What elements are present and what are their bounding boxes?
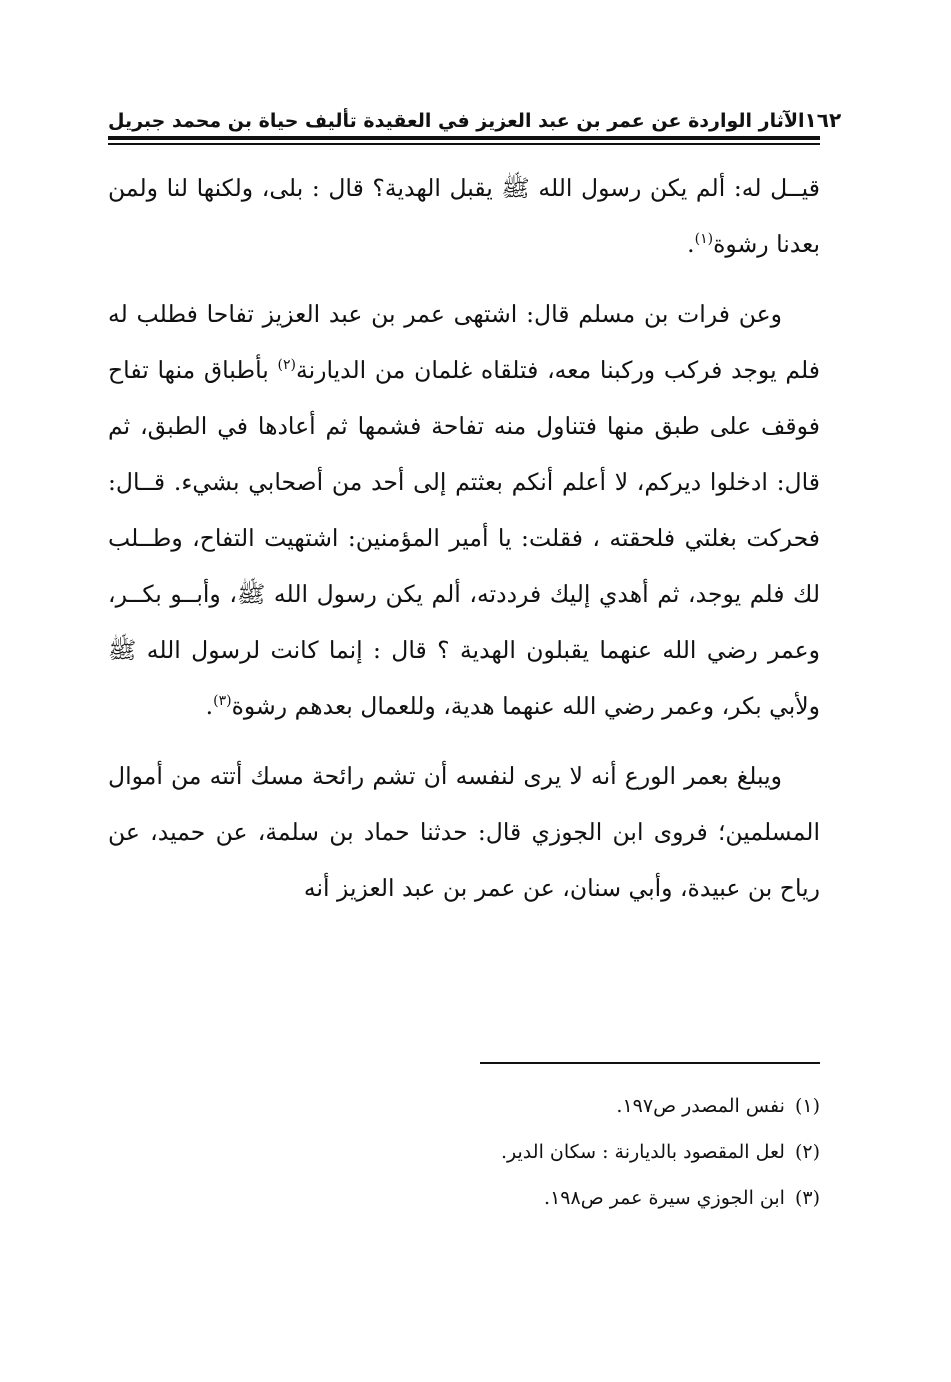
- header-rule-thin: [108, 143, 820, 145]
- footnote-2: [108, 1134, 820, 1180]
- paragraph-2-continued: بأطباق منها تفاح فوقف على طبق منها فتناول منه تفاحة فشمها ثم أعادها في الطبق، ثم قال: ادخلوا ديركم، لا أعلم أنكم بعثتم إلى أحد من أصحابي بشيء. قــال: فحركت بغلتي فلحقته ، فقلت: يا أمير المؤمنين: اشتهيت التفاح، وطــلب لك فلم يوجد، ثم أهدي إليك فرددته، ألم يكن رسول الله ﷺ، وأبــو بكــر، وعمر رضي الله عنهما يقبلون الهدية ؟ قال : إنما كانت لرسول الله ﷺ ولأبي بكر، وعمر رضي الله عنهما هدية، وللعمال بعدهم رشوة: [108, 356, 820, 720]
- footnote-number: (٣): [794, 1187, 820, 1209]
- page-header: [108, 92, 842, 132]
- paragraph-2-text: وعن فرات بن مسلم قال: اشتهى عمر بن عبد العزيز تفاحا فطلب له فلم يوجد فركب وركبنا معه، فتلقاه غلمان من الديارنة: [108, 300, 820, 384]
- footnote-1: [108, 1088, 820, 1134]
- main-text: [108, 160, 820, 930]
- footnote-ref-3: (٣): [213, 693, 232, 710]
- footnotes: [108, 1088, 820, 1226]
- footnote-text: نفس المصدر ص١٩٧.: [616, 1095, 785, 1117]
- header-rule-thick: [108, 136, 820, 140]
- footnote-separator: [480, 1062, 820, 1064]
- paragraph-3-text: ويبلغ بعمر الورع أنه لا يرى لنفسه أن تشم رائحة مسك أتته من أموال المسلمين؛ فروى ابن الجوزي قال: حدثنا حماد بن سلمة، عن حميد، عن رياح بن عبيدة، وأبي سنان، عن عمر بن عبد العزيز أنه: [108, 762, 820, 902]
- footnote-text: لعل المقصود بالديارنة : سكان الدير.: [501, 1141, 785, 1163]
- footnote-text: ابن الجوزي سيرة عمر ص١٩٨.: [544, 1187, 785, 1209]
- footnote-number: (١): [794, 1095, 820, 1117]
- footnote-number: (٢): [794, 1141, 820, 1163]
- paragraph-2-tail: .: [205, 692, 214, 720]
- footnote-ref-2: (٢): [277, 357, 296, 374]
- page-number: ١٦٢: [804, 108, 842, 132]
- running-title: الآثار الواردة عن عمر بن عبد العزيز في العقيدة تأليف حياة بن محمد جبريل: [108, 110, 805, 132]
- paragraph-3: [108, 748, 820, 916]
- paragraph-2: [108, 286, 820, 734]
- footnote-3: [108, 1180, 820, 1226]
- paragraph-1-text: قيــل له: ألم يكن رسول الله ﷺ يقبل الهدية؟ قال : بلى، ولكنها لنا ولمن بعدنا رشوة: [108, 174, 820, 258]
- footnote-ref-1: (١): [694, 231, 714, 248]
- paragraph-1-tail: .: [687, 230, 695, 258]
- paragraph-1: [108, 160, 820, 272]
